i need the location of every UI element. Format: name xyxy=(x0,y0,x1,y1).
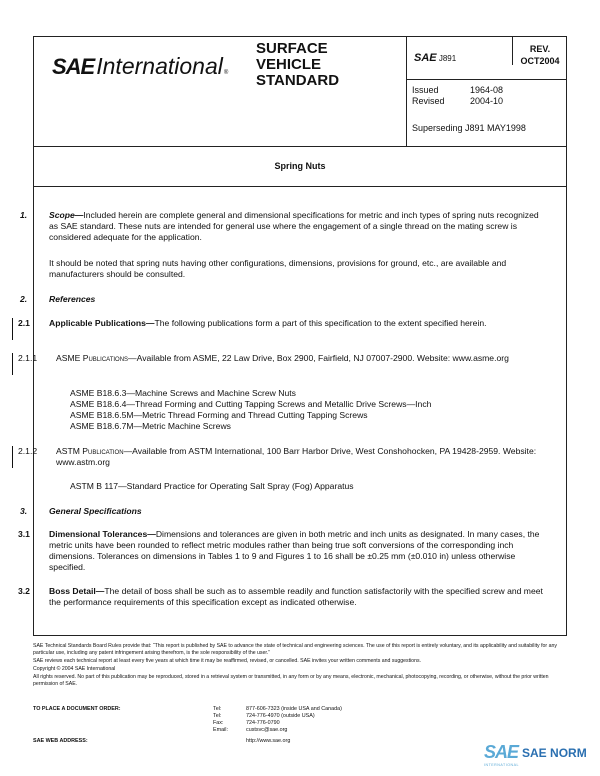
header-divider xyxy=(406,37,407,147)
change-bar xyxy=(12,353,13,375)
brand-sae-mark: SAE xyxy=(484,742,519,762)
footer-rights: All rights reserved. No part of this publication may be reproduced, stored in a retrieval system or transmitted, in any form or by any means, electronic, mechanical, photocopying, recording, or otherwise, without the prior written permission of SAE. xyxy=(33,674,549,687)
revised-row xyxy=(412,96,503,107)
section-3-1-heading: Dimensional Tolerances— xyxy=(49,529,156,539)
section-3-number: 3. xyxy=(20,506,28,516)
asme-reference-list xyxy=(70,388,540,432)
logo-international-text: International xyxy=(96,53,223,79)
section-3-1-text xyxy=(49,529,547,573)
section-2-heading: References xyxy=(49,294,96,304)
docno-divider xyxy=(406,79,566,80)
email-label: Email: xyxy=(213,727,228,733)
tel1-value: 877-606-7323 (inside USA and Canada) xyxy=(246,706,342,712)
section-2-1-1-text xyxy=(56,353,546,364)
section-2-1-2-heading: ASTM Publication xyxy=(56,446,124,456)
standard-line-1: SURFACE xyxy=(256,40,328,57)
astm-reference: ASTM B 117—Standard Practice for Operating Salt Spray (Fog) Apparatus xyxy=(70,481,354,491)
doc-number-value: J891 xyxy=(438,54,457,63)
document-title: Spring Nuts xyxy=(274,161,326,171)
footer-rules: SAE Technical Standards Board Rules provide that: “This report is published by SAE to advance the state of technical and engineering sciences. The use of this report is entirely voluntary, and its applicability and suitability for any particular use, including any patent infringement arising therefrom, is the sole responsibility of the user.” xyxy=(33,643,557,656)
tel2-label: Tel: xyxy=(213,713,222,719)
section-2-1-2-number: 2.1.2 xyxy=(18,446,38,456)
asme-ref-item: ASME B18.6.3—Machine Screws and Machine Screw Nuts xyxy=(70,388,296,398)
rev-divider xyxy=(512,37,513,65)
sae-norm-logo xyxy=(484,742,587,763)
tel1-label: Tel: xyxy=(213,706,222,712)
section-3-2-body: The detail of boss shall be such as to assemble readily and function satisfactorily with the specified screw and meet the performance requirements of this specification except as indicated otherwise. xyxy=(49,586,543,607)
issued-label: Issued xyxy=(412,85,439,95)
rev-label: REV. xyxy=(529,44,551,54)
brand-norm-text: SAE NORM xyxy=(522,745,587,760)
standard-type xyxy=(256,41,339,89)
title-row xyxy=(34,147,566,187)
asme-ref-item: ASME B18.6.7M—Metric Machine Screws xyxy=(70,421,231,431)
section-2-1-1-heading: ASME Publications xyxy=(56,353,129,363)
web-address-link[interactable]: http://www.sae.org xyxy=(246,738,291,744)
change-bar xyxy=(12,318,13,340)
standard-line-2: VEHICLE xyxy=(256,56,322,73)
section-2-1-text xyxy=(49,318,547,329)
tel2-value: 724-776-4970 (outside USA) xyxy=(246,713,315,719)
footer-review: SAE reviews each technical report at least every five years at which time it may be reaffirmed, revised, or cancelled. SAE invites your written comments and suggestions. xyxy=(33,658,421,664)
section-2-1-2-body: —Available from ASTM International, 100 Barr Harbor Drive, West Conshohocken, PA 19428-2959. Website: www.astm.org xyxy=(56,446,537,467)
footer-copyright: Copyright © 2004 SAE International xyxy=(33,666,116,672)
order-label: TO PLACE A DOCUMENT ORDER: xyxy=(33,706,121,712)
section-2-1-heading: Applicable Publications— xyxy=(49,318,155,328)
standard-line-3: STANDARD xyxy=(256,72,340,89)
section-3-2-number: 3.2 xyxy=(18,586,30,596)
revised-value: 2004-10 xyxy=(470,96,504,106)
sae-international-logo xyxy=(52,53,228,80)
section-2-number: 2. xyxy=(20,294,28,304)
asme-ref-item: ASME B18.6.4—Thread Forming and Cutting Tapping Screws and Metallic Drive Screws—Inch xyxy=(70,399,432,409)
header-row xyxy=(34,37,566,147)
fax-label: Fax: xyxy=(213,720,224,726)
superseding-note: Superseding J891 MAY1998 xyxy=(412,123,526,133)
section-2-1-body: The following publications form a part of this specification to the extent specified herein. xyxy=(154,318,487,328)
rev-value: OCT2004 xyxy=(520,56,560,66)
section-1-note-text: It should be noted that spring nuts having other configurations, dimensions, provisions for ground, etc., are available and manufacturers should be consulted. xyxy=(49,258,507,279)
section-3-heading: General Specifications xyxy=(49,506,142,516)
revised-label: Revised xyxy=(412,96,445,106)
logo-sae-text: SAE xyxy=(52,54,95,79)
email-value[interactable]: custsvc@sae.org xyxy=(246,727,288,733)
section-1-heading: Scope— xyxy=(49,210,84,220)
logo-trademark: ® xyxy=(223,70,229,76)
section-2-1-1-number: 2.1.1 xyxy=(18,353,38,363)
issued-row xyxy=(412,85,503,96)
fax-value: 724-776-0790 xyxy=(246,720,280,726)
section-1-number: 1. xyxy=(20,210,28,220)
section-3-1-number: 3.1 xyxy=(18,529,30,539)
section-1-body: Included herein are complete general and dimensional specifications for metric and inch types of spring nuts recognized as SAE standard. These nuts are intended for general use where the engagement of a single thread on the mating screw is considered adequate for the application. xyxy=(49,210,539,242)
section-3-2-heading: Boss Detail— xyxy=(49,586,105,596)
change-bar xyxy=(12,446,13,468)
section-3-1-body: Dimensions and tolerances are given in both metric and inch units as designated. In many cases, the metric units have been rounded to reflect metric modules rather than being true soft conversions of the corresponding inch dimensions. Tolerances on dimensions in Tables 1 to 9 and Figures 1 to 16 shall be ±0.25 mm (±0.010 in) unless otherwise specified. xyxy=(49,529,540,572)
document-number xyxy=(414,52,456,64)
section-1-text xyxy=(49,210,547,243)
brand-subtext: INTERNATIONAL xyxy=(484,763,519,767)
asme-ref-item: ASME B18.6.5M—Metric Thread Forming and Thread Cutting Tapping Screws xyxy=(70,410,368,420)
revision-box xyxy=(514,43,566,67)
issue-dates xyxy=(412,85,503,107)
section-2-1-2-text xyxy=(56,446,546,468)
web-label: SAE WEB ADDRESS: xyxy=(33,738,88,744)
section-2-1-number: 2.1 xyxy=(18,318,30,328)
issued-value: 1964-08 xyxy=(470,85,504,95)
doc-sae-mark: SAE xyxy=(414,52,437,64)
legal-footer xyxy=(33,643,573,689)
section-3-2-text xyxy=(49,586,547,608)
section-2-1-1-body: —Available from ASME, 22 Law Drive, Box 2900, Fairfield, NJ 07007-2900. Website: www.asme.org xyxy=(128,353,509,363)
